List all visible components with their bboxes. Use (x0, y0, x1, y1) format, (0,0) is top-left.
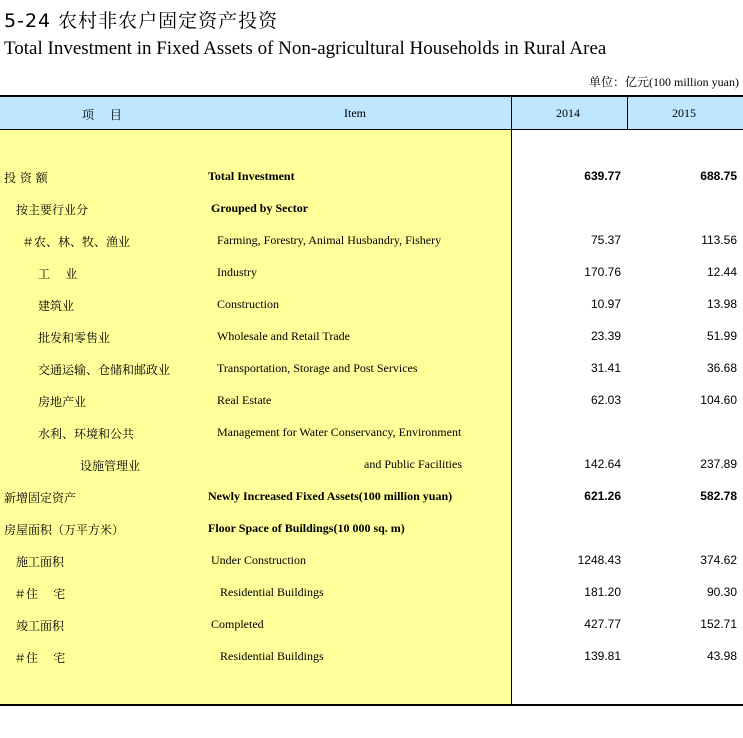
table-title-chinese: 5-24 农村非农户固定资产投资 (4, 10, 279, 32)
header-item-chinese: 项 目 (82, 108, 128, 122)
value-2015: 152.71 (700, 617, 737, 631)
table-row (0, 642, 743, 674)
row-label-english: Transportation, Storage and Post Services (217, 361, 418, 375)
table-row (0, 290, 743, 322)
value-2015: 104.60 (700, 393, 737, 407)
table-row (0, 354, 743, 386)
value-2014: 1248.43 (577, 553, 621, 567)
row-label-chinese: 水利、环境和公共 (38, 427, 135, 441)
value-2014: 10.97 (590, 297, 621, 311)
row-label-english: and Public Facilities (364, 457, 462, 471)
row-label-chinese: 交通运输、仓储和邮政业 (38, 363, 171, 377)
value-2014: 75.37 (590, 233, 621, 247)
value-2015: 43.98 (706, 649, 737, 663)
row-label-chinese: ＃住 宅 (14, 587, 66, 601)
table-row (0, 546, 743, 578)
row-label-english: Total Investment (208, 169, 295, 183)
value-2015: 51.99 (706, 329, 737, 343)
value-2014: 427.77 (584, 617, 621, 631)
value-2015: 237.89 (700, 457, 737, 471)
row-label-chinese: 批发和零售业 (38, 331, 111, 345)
value-2014: 181.20 (584, 585, 621, 599)
row-label-english: Real Estate (217, 393, 272, 407)
value-2015: 688.75 (700, 169, 737, 183)
row-label-chinese: 施工面积 (16, 555, 65, 569)
row-label-english: Under Construction (211, 553, 306, 567)
table-row (0, 162, 743, 194)
row-label-english: Residential Buildings (220, 649, 324, 663)
value-2014: 62.03 (590, 393, 621, 407)
table-title-english: Total Investment in Fixed Assets of Non-agricultural Households in Rural Area (4, 38, 607, 59)
row-label-english: Residential Buildings (220, 585, 324, 599)
row-label-english: Newly Increased Fixed Assets(100 million yuan) (208, 489, 453, 503)
value-2014: 23.39 (590, 329, 621, 343)
value-2015: 374.62 (700, 553, 737, 567)
unit-label: 单位：亿元(100 million yuan) (589, 75, 739, 89)
value-2015: 36.68 (706, 361, 737, 375)
row-label-chinese: 按主要行业分 (16, 203, 89, 217)
value-2014: 139.81 (584, 649, 621, 663)
value-2014: 142.64 (584, 457, 621, 471)
row-label-english: Wholesale and Retail Trade (217, 329, 350, 343)
row-label-chinese: 新增固定资产 (4, 491, 77, 505)
table-row (0, 482, 743, 514)
value-2015: 113.56 (701, 233, 737, 247)
row-label-english: Industry (217, 265, 257, 279)
value-2015: 90.30 (706, 585, 737, 599)
table-row (0, 610, 743, 642)
table-row (0, 258, 743, 290)
row-label-english: Construction (217, 297, 279, 311)
row-label-english: Farming, Forestry, Animal Husbandry, Fishery (217, 233, 442, 247)
row-label-chinese: 房地产业 (38, 395, 87, 409)
row-label-chinese: 工 业 (38, 267, 78, 281)
row-label-english: Management for Water Conservancy, Environment (217, 425, 462, 439)
value-2014: 639.77 (584, 169, 621, 183)
row-label-chinese: ＃农、林、牧、渔业 (22, 235, 131, 249)
row-label-chinese: 设施管理业 (80, 459, 141, 473)
bottom-rule (0, 704, 743, 706)
row-label-chinese: 房屋面积（万平方米） (4, 523, 125, 537)
table-row (0, 226, 743, 258)
value-2014: 31.41 (590, 361, 621, 375)
header-year-2014: 2014 (556, 106, 580, 120)
row-label-chinese: 建筑业 (38, 299, 75, 313)
row-label-english: Floor Space of Buildings(10 000 sq. m) (208, 521, 405, 535)
row-label-english: Completed (211, 617, 264, 631)
value-2015: 12.44 (706, 265, 737, 279)
header-year-2015: 2015 (672, 106, 696, 120)
table-row (0, 578, 743, 610)
value-2014: 170.76 (584, 265, 621, 279)
table-row (0, 194, 743, 226)
column-divider-years (627, 97, 628, 129)
value-2014: 621.26 (584, 489, 621, 503)
top-rule (0, 95, 743, 97)
table-row (0, 450, 743, 482)
header-item-english: Item (344, 106, 366, 120)
header-rule (0, 129, 743, 130)
table-row (0, 386, 743, 418)
row-label-chinese: ＃住 宅 (14, 651, 66, 665)
value-2015: 582.78 (700, 489, 737, 503)
table-row (0, 322, 743, 354)
row-label-english: Grouped by Sector (211, 201, 309, 215)
value-2015: 13.98 (706, 297, 737, 311)
table-row (0, 418, 743, 450)
row-label-chinese: 竣工面积 (16, 619, 65, 633)
row-label-chinese: 投 资 额 (4, 171, 48, 185)
table-row (0, 514, 743, 546)
